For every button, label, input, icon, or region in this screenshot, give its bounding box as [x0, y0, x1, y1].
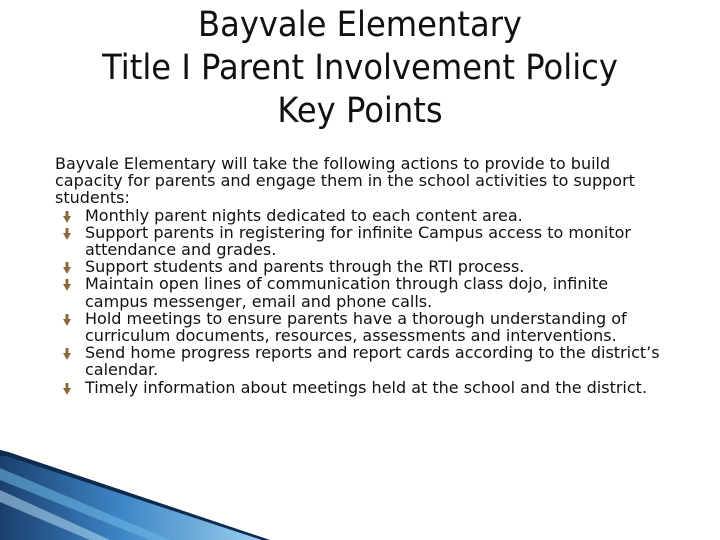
- point-text: Hold meetings to ensure parents have a thorough understanding of curriculum documents, resources, assessments and interventions.: [85, 308, 627, 346]
- down-arrow-bullet-icon: [63, 279, 71, 291]
- key-points-list: [55, 207, 675, 396]
- list-item: [85, 258, 675, 275]
- list-item: [85, 275, 675, 309]
- point-text: Timely information about meetings held at the school and the district.: [85, 377, 648, 397]
- point-text: Monthly parent nights dedicated to each content area.: [85, 205, 523, 225]
- list-item: [85, 344, 675, 378]
- down-arrow-bullet-icon: [63, 228, 71, 240]
- slide-title: [29, 4, 691, 133]
- down-arrow-bullet-icon: [63, 383, 71, 395]
- corner-swoosh-decoration: [0, 450, 720, 540]
- list-item: [85, 224, 675, 258]
- slide-body: [55, 155, 675, 396]
- list-item: [85, 379, 675, 396]
- title-line-school: Bayvale Elementary: [197, 5, 522, 45]
- list-item: [85, 207, 675, 224]
- down-arrow-bullet-icon: [63, 262, 71, 274]
- list-item: [85, 310, 675, 344]
- down-arrow-bullet-icon: [63, 314, 71, 326]
- down-arrow-bullet-icon: [63, 211, 71, 223]
- intro-text: Bayvale Elementary will take the following actions to provide to build capacity for parents and engage them in the school activities to support students:: [55, 154, 635, 208]
- title-line-policy: Title I Parent Involvement Policy: [102, 48, 618, 88]
- point-text: Support parents in registering for infinite Campus access to monitor attendance and grades.: [85, 222, 631, 260]
- point-text: Support students and parents through the RTI process.: [85, 257, 525, 277]
- point-text: Send home progress reports and report cards according to the district’s calendar.: [85, 343, 660, 380]
- point-text: Maintain open lines of communication through class dojo, infinite campus messenger, email and phone calls.: [85, 274, 609, 311]
- down-arrow-bullet-icon: [63, 348, 71, 360]
- title-line-key-points: Key Points: [277, 91, 443, 131]
